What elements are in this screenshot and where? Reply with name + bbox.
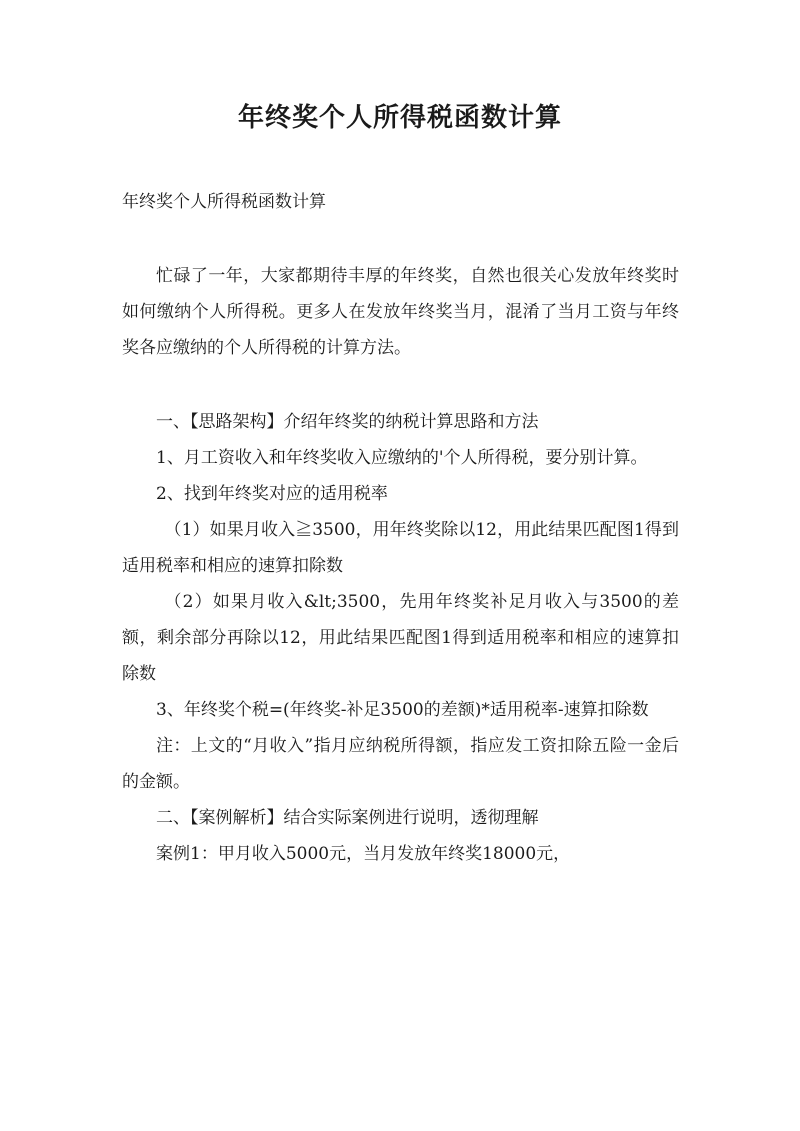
paragraph-point-three: 3、年终奖个税=(年终奖-补足3500的差额)*适用税率-速算扣除数 [156,700,649,720]
document-title: 年终奖个人所得税函数计算 [237,103,562,133]
document-subtitle: 年终奖个人所得税函数计算 [122,192,326,212]
paragraph-section-one-heading: 一、【思路架构】介绍年终奖的纳税计算思路和方法 [156,412,539,432]
document-body [122,258,679,872]
paragraph-point-two: 2、找到年终奖对应的适用税率 [156,484,388,504]
paragraph-case-one: 案例1：甲月收入5000元，当月发放年终奖18000元， [156,844,571,864]
paragraph-section-two-heading: 二、【案例解析】结合实际案例进行说明，透彻理解 [156,808,539,828]
paragraph-point-two-case-one: （1）如果月收入≧3500，用年终奖除以12，用此结果匹配图1得到适用税率和相应的速算扣除数 [122,520,679,576]
paragraph-note: 注：上文的“月收入”指月应纳税所得额，指应发工资扣除五险一金后的金额。 [122,736,679,792]
paragraph-point-two-case-two: （2）如果月收入&lt;3500，先用年终奖补足月收入与3500的差额，剩余部分再除以12，用此结果匹配图1得到适用税率和相应的速算扣除数 [122,592,679,684]
paragraph-point-one: 1、月工资收入和年终奖收入应缴纳的'个人所得税，要分别计算。 [156,448,648,468]
paragraph-intro: 忙碌了一年，大家都期待丰厚的年终奖，自然也很关心发放年终奖时如何缴纳个人所得税。更多人在发放年终奖当月，混淆了当月工资与年终奖各应缴纳的个人所得税的计算方法。 [122,266,679,358]
